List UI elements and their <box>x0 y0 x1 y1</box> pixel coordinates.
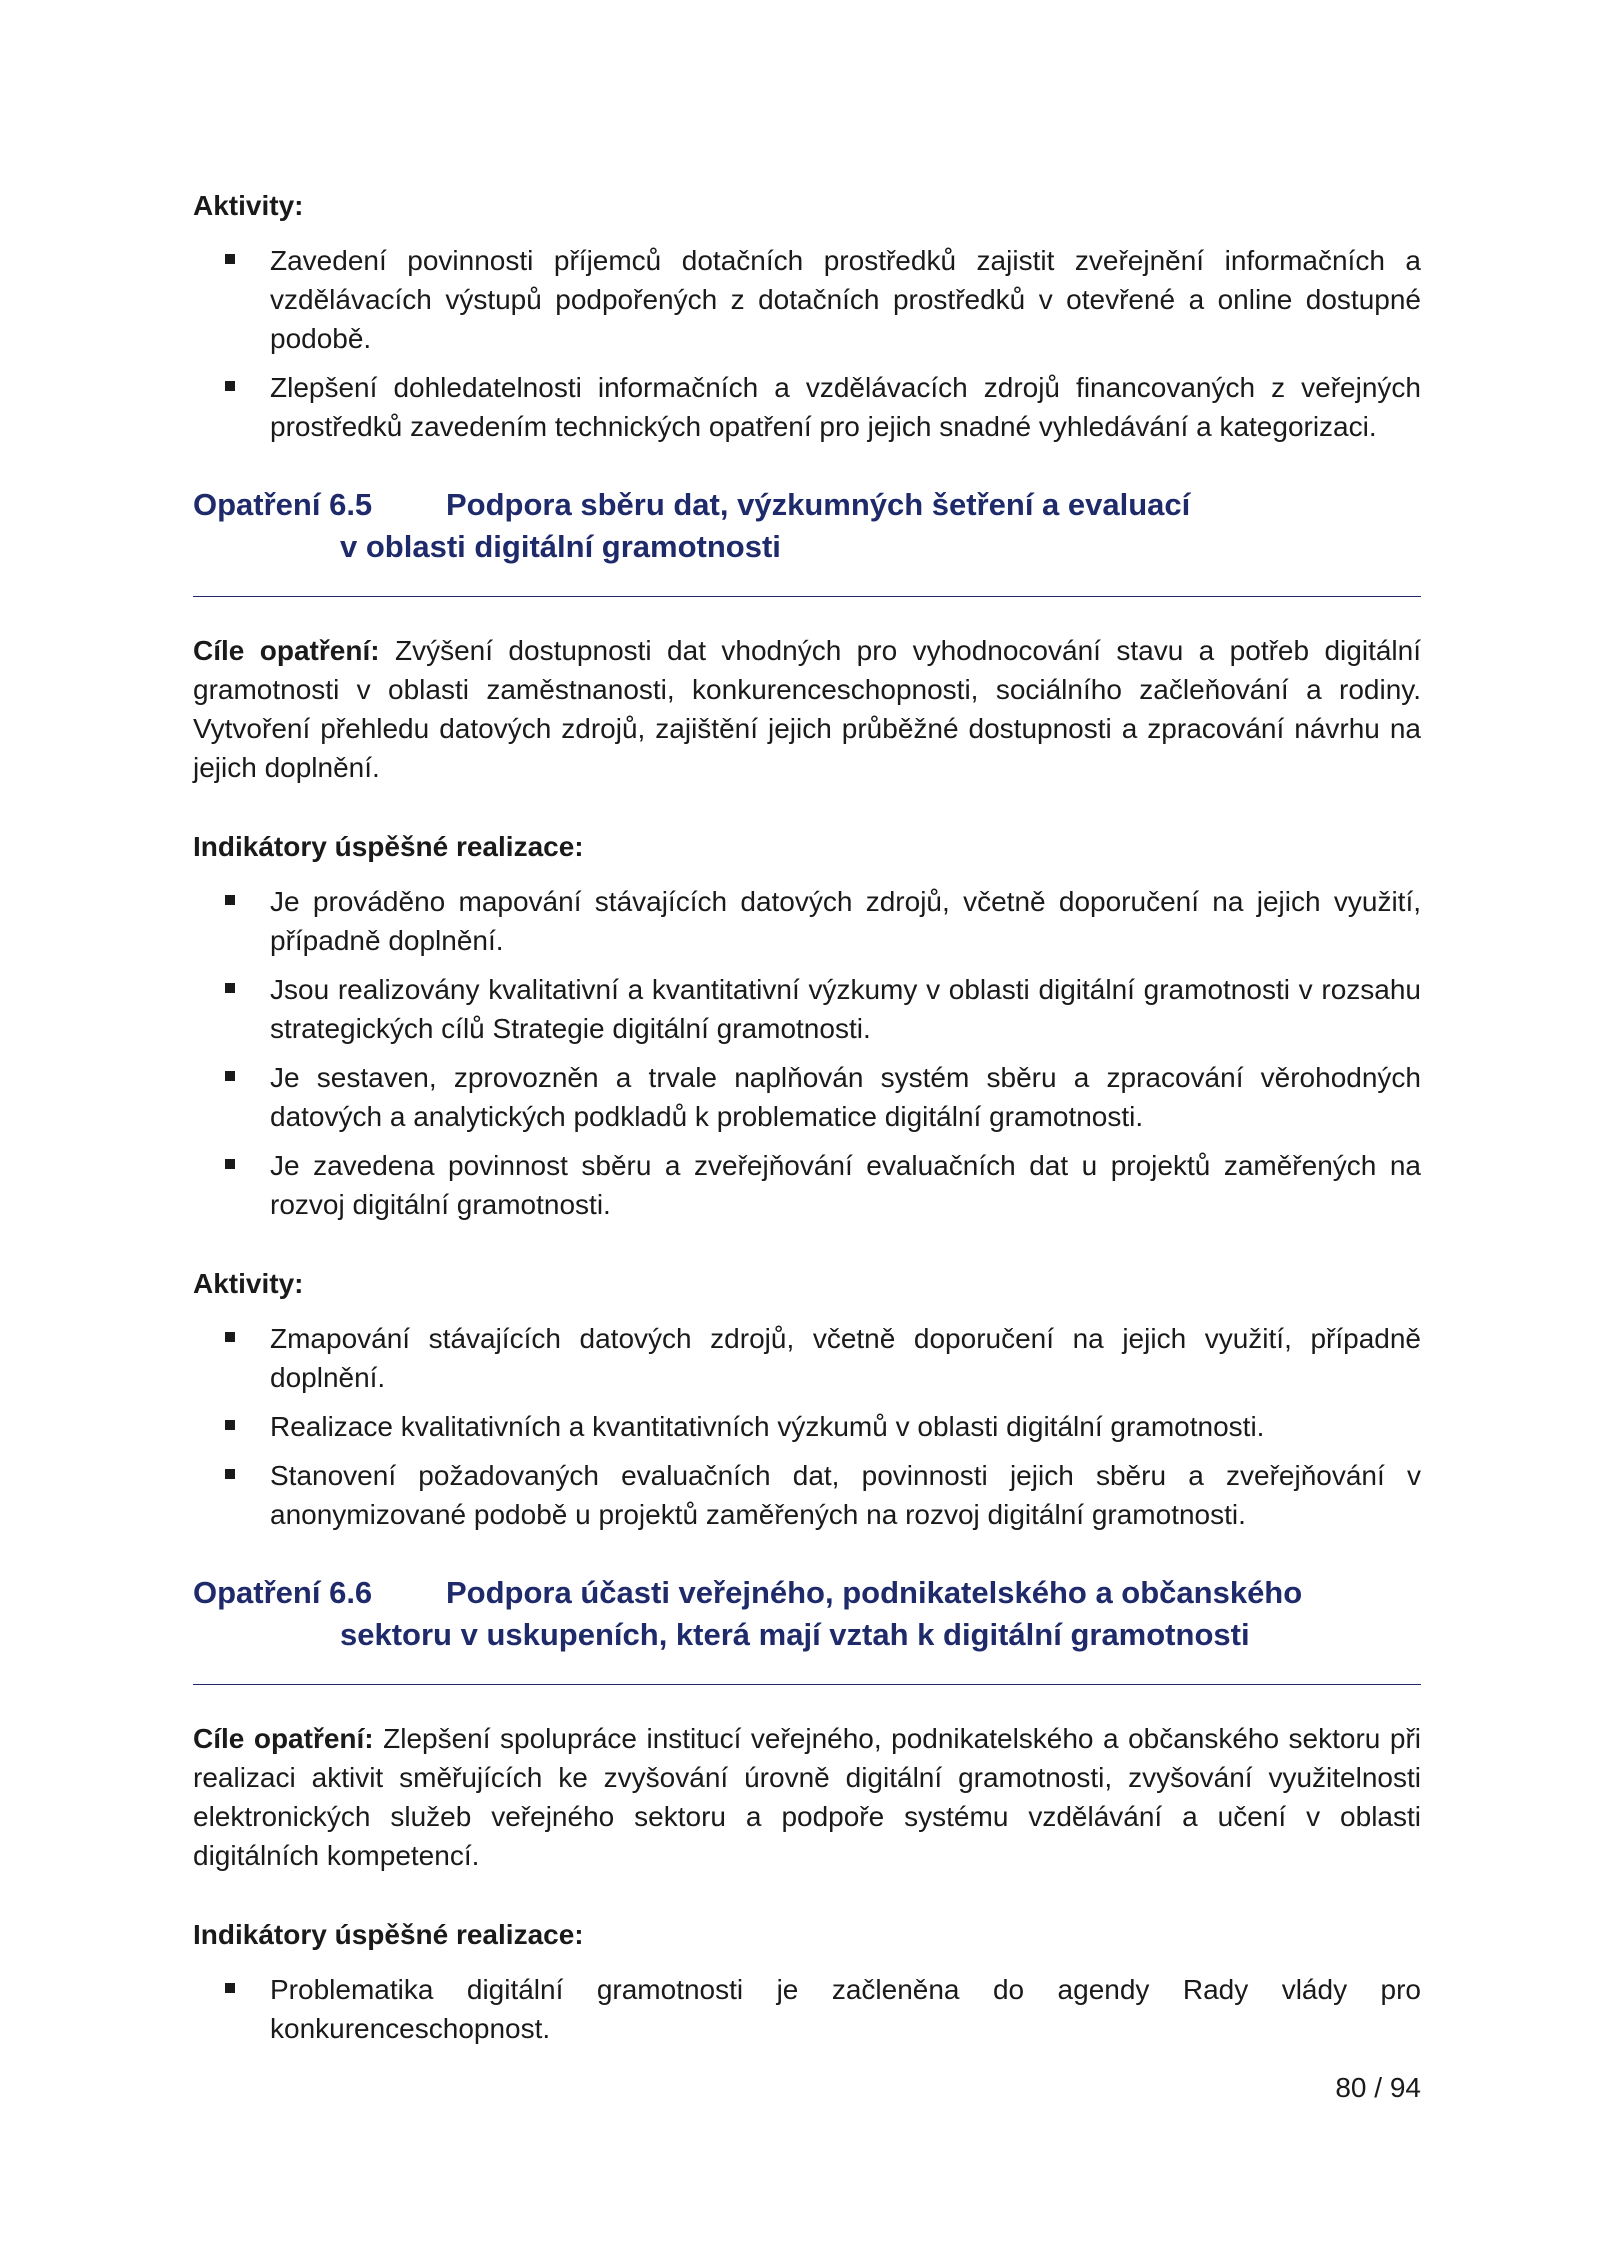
measure-number: Opatření 6.6 <box>193 1575 373 1610</box>
goals-text: Zlepšení spolupráce institucí veřejného, podnikatelského a občanského sektoru při realizaci aktivit směřujících ke zvyšování úrovně digitální gramotnosti, zvyšování využitelnosti elektronických služeb veřejného sektoru a podpoře systému vzdělávání a učení v oblasti digitálních kompetencí. <box>193 1723 1421 1871</box>
bullet-icon <box>225 254 235 264</box>
indicators-list <box>193 882 1421 1224</box>
measure-goals <box>193 631 1421 787</box>
list-item: Zavedení povinnosti příjemců dotačních prostředků zajistit zveřejnění informačních a vzdělávacích výstupů podpořených z dotačních prostředků v otevřené a online dostupné podobě. <box>193 241 1421 358</box>
indicators-list <box>193 1970 1421 2048</box>
measure-goals <box>193 1719 1421 1875</box>
measure-title: Podpora sběru dat, výzkumných šetření a evaluací v oblasti digitální gramotnosti <box>340 487 1191 564</box>
bullet-icon <box>225 1420 235 1430</box>
activities-label: Aktivity: <box>193 190 304 221</box>
activities-list <box>193 241 1421 446</box>
bullet-icon <box>225 1983 235 1993</box>
indicators-label: Indikátory úspěšné realizace: <box>193 831 584 862</box>
bullet-icon <box>225 1332 235 1342</box>
list-item: Zmapování stávajících datových zdrojů, včetně doporučení na jejich využití, případně doplnění. <box>193 1319 1421 1397</box>
list-item: Je prováděno mapování stávajících datových zdrojů, včetně doporučení na jejich využití, případně doplnění. <box>193 882 1421 960</box>
goals-text: Zvýšení dostupnosti dat vhodných pro vyhodnocování stavu a potřeb digitální gramotnosti v oblasti zaměstnanosti, konkurenceschopnosti, sociálního začleňování a rodiny. Vytvoření přehledu datových zdrojů, zajištění jejich průběžné dostupnosti a zpracování návrhu na jejich doplnění. <box>193 635 1421 783</box>
bullet-icon <box>225 1469 235 1479</box>
list-item: Stanovení požadovaných evaluačních dat, povinnosti jejich sběru a zveřejňování v anonymizované podobě u projektů zaměřených na rozvoj digitální gramotnosti. <box>193 1456 1421 1534</box>
document-page <box>193 186 1421 2058</box>
measure-number: Opatření 6.5 <box>193 487 373 522</box>
bullet-icon <box>225 1159 235 1169</box>
list-item: Je sestaven, zprovozněn a trvale naplňován systém sběru a zpracování věrohodných datových a analytických podkladů k problematice digitální gramotnosti. <box>193 1058 1421 1136</box>
activities-label: Aktivity: <box>193 1268 304 1299</box>
measure-6-6-heading <box>193 1572 1421 1685</box>
bullet-icon <box>225 381 235 391</box>
list-item: Realizace kvalitativních a kvantitativních výzkumů v oblasti digitální gramotnosti. <box>193 1407 1421 1446</box>
activities-list <box>193 1319 1421 1534</box>
measure-title: Podpora účasti veřejného, podnikatelského a občanského sektoru v uskupeních, která mají vztah k digitální gramotnosti <box>340 1575 1303 1652</box>
goals-label: Cíle opatření: <box>193 635 380 666</box>
bullet-icon <box>225 1071 235 1081</box>
page-number: 80 / 94 <box>1335 2072 1421 2103</box>
bullet-icon <box>225 983 235 993</box>
list-item: Je zavedena povinnost sběru a zveřejňování evaluačních dat u projektů zaměřených na rozvoj digitální gramotnosti. <box>193 1146 1421 1224</box>
bullet-icon <box>225 895 235 905</box>
list-item: Zlepšení dohledatelnosti informačních a vzdělávacích zdrojů financovaných z veřejných prostředků zavedením technických opatření pro jejich snadné vyhledávání a kategorizaci. <box>193 368 1421 446</box>
list-item: Jsou realizovány kvalitativní a kvantitativní výzkumy v oblasti digitální gramotnosti v rozsahu strategických cílů Strategie digitální gramotnosti. <box>193 970 1421 1048</box>
goals-label: Cíle opatření: <box>193 1723 374 1754</box>
measure-6-5-heading <box>193 484 1421 597</box>
list-item: Problematika digitální gramotnosti je začleněna do agendy Rady vlády pro konkurenceschopnost. <box>193 1970 1421 2048</box>
indicators-label: Indikátory úspěšné realizace: <box>193 1919 584 1950</box>
